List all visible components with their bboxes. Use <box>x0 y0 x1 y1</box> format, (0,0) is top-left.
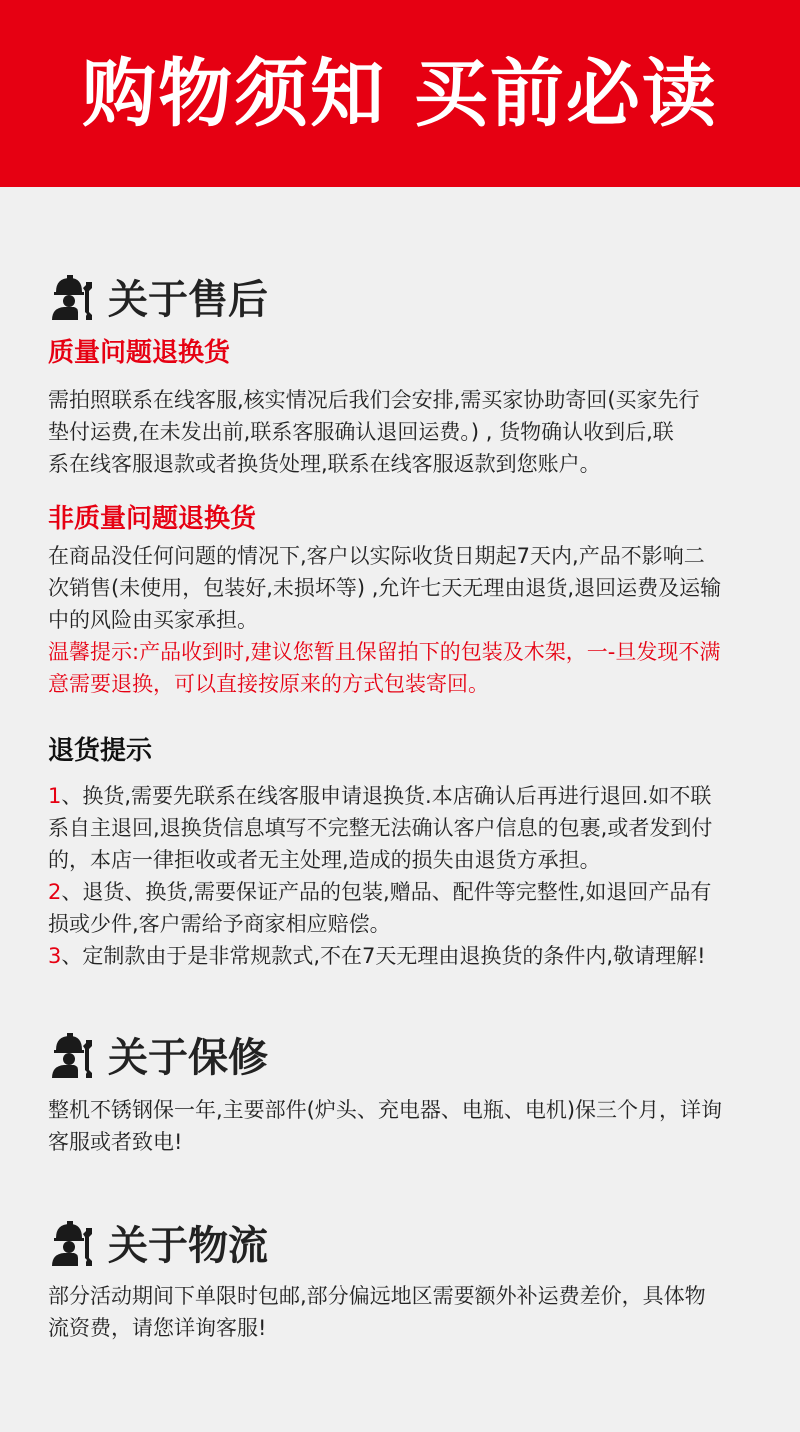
warranty-section <box>48 1028 760 1080</box>
logistics-section <box>48 1216 760 1268</box>
list-item: 1、换货,需要先联系在线客服申请退换货.本店确认后再进行退回.如不联 <box>48 784 712 808</box>
warm-tip-text: 温馨提示:产品收到时,建议您暂且保留拍下的包装及木架，一-旦发现不满 意需要退换，可以直接按原来的方式包装寄回。 <box>48 640 721 696</box>
after-sales-heading <box>48 270 760 322</box>
logistics-text: 部分活动期间下单限时包邮,部分偏远地区需要额外补运费差价，具体物 流资费，请您详询客服! <box>48 1284 706 1340</box>
return-tips-list: 1、换货,需要先联系在线客服申请退换货.本店确认后再进行退回.如不联 系自主退回,退换货信息填写不完整无法确认客户信息的包裹,或者发到付 的，本店一律拒收或者无主处理,造成的损失由退货方承担。 2、退货、换货,需要保证产品的包装,赠品、配件等完整性,如退回产品有 损或少件,客户需给予商家相应赔偿。 3、定制款由于是非常规款式,不在7天无理由退换货的条件内,敬请理解! <box>48 780 712 972</box>
quality-return-text: 需拍照联系在线客服,核实情况后我们会安排,需买家协助寄回(买家先行 垫付运费,在未发出前,联系客服确认退回运费。) , 货物确认收到后,联 系在线客服退款或者换货处理,联系在线客服返款到您账户。 <box>48 388 700 476</box>
list-item: 2、退货、换货,需要保证产品的包装,赠品、配件等完整性,如退回产品有 <box>48 880 712 904</box>
warranty-text: 整机不锈钢保一年,主要部件(炉头、充电器、电瓶、电机)保三个月，详询 客服或者致电! <box>48 1098 723 1154</box>
non-quality-return-text: 在商品没任何问题的情况下,客户以实际收货日期起7天内,产品不影响二 次销售(未使用，包装好,未损坏等) ,允许七天无理由退货,退回运费及运输 中的风险由买家承担。 <box>48 544 722 632</box>
list-item: 3、定制款由于是非常规款式,不在7天无理由退换货的条件内,敬请理解! <box>48 944 706 968</box>
return-tips-title: 退货提示 <box>48 736 153 766</box>
section-title: 关于售后 <box>108 276 268 323</box>
worker-wrench-icon <box>48 1030 96 1078</box>
non-quality-return-title: 非质量问题退换货 <box>48 504 257 534</box>
page-title: 购物须知 买前必读 <box>82 50 718 137</box>
warranty-heading <box>48 1028 760 1080</box>
worker-wrench-icon <box>48 1218 96 1266</box>
worker-wrench-icon <box>48 272 96 320</box>
section-title: 关于保修 <box>108 1034 268 1081</box>
header-banner <box>0 0 800 187</box>
quality-return-title: 质量问题退换货 <box>48 338 231 368</box>
after-sales-section <box>48 270 760 322</box>
logistics-heading <box>48 1216 760 1268</box>
section-title: 关于物流 <box>108 1222 268 1269</box>
